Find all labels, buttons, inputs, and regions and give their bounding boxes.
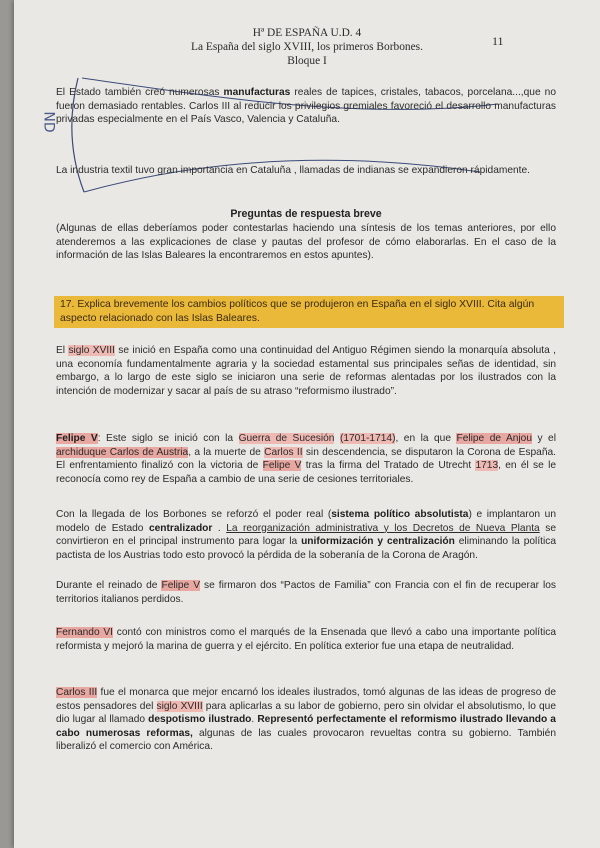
answer-paragraph-felipe-v: Felipe V: Este siglo se inició con la Guerra de Sucesión (1701-1714), en la que Felipe de Anjou y el archiduque Carlos de Austria, a la muerte de Carlos II sin descendencia, se disputaron la Corona de España. El enfrentamiento finalizó con la victoria de Felipe V tras la firma del Tratado de Utrecht 1713, en él se le reconocía como rey de España a cambio de una serie de cesiones territoriales. xyxy=(56,433,557,485)
answer-paragraph-1: El siglo XVIII se inició en España como una continuidad del Antiguo Régimen siendo la monarquía absoluta , una economía fundamentalmente agraria y la sociedad estamental sus principales señas de identidad, sin embargo, a lo largo de este siglo se iniciaron una serie de reformas alentadas por los ilustrados con la intención de modernizar y sacar al país de su atraso “reformismo ilustrado”. xyxy=(56,345,556,397)
answer-paragraph-carlos-iii: Carlos III fue el monarca que mejor encarnó los ideales ilustrados, tomó algunas de las ideas de progreso de estos pensadores del siglo XVIII para aplicarlas a su labor de gobierno, pero sin olvidar el absolutismo, lo que dio lugar al llamado despotismo ilustrado. Representó perfectamente el reformismo ilustrado llevando a cabo numerosas reformas, algunas de las cuales provocaron revueltas contra su gobierno. También liberalizó el comercio con América. xyxy=(56,687,556,753)
question-17: 17. Explica brevemente los cambios políticos que se produjeron en España en el siglo XVIII. Cita algún aspecto relacionado con las Islas Baleares. xyxy=(60,299,535,324)
intro-paragraph-1: El Estado también creó numerosas manufacturas reales de tapices, cristales, tabacos, porcelana...,que no fueron demasiado rentables. Carlos III al reducir los privilegios gremiales favoreció el desarrollo manufacturas privadas especialmente en el País Vasco, Valencia y Cataluña. xyxy=(56,87,556,126)
header-title: Hª DE ESPAÑA U.D. 4 xyxy=(252,27,362,39)
header-subtitle: La España del siglo XVIII, los primeros Borbones. xyxy=(191,41,423,53)
answer-paragraph-borbones: Con la llegada de los Borbones se reforzó el poder real (sistema político absolutista) e implantaron un modelo de Estado centralizador . La reorganización administrativa y los Decretos de Nueva Planta se convirtieron en el principal instrumento para logar la uniformización y centralización eliminando la política pactista de los Austrias todo esto provocó la pérdida de la soberanía de la Corona de Aragón. xyxy=(56,509,556,561)
answer-paragraph-pactos: Durante el reinado de Felipe V se firmaron dos “Pactos de Familia” con Francia con el fin de recuperar los territorios italianos perdidos. xyxy=(56,580,557,605)
page-number: 11 xyxy=(492,34,504,48)
section-title: Preguntas de respuesta breve xyxy=(230,208,382,220)
answer-paragraph-fernando-vi: Fernando VI contó con ministros como el marqués de la Ensenada que llevó a cabo una importante política reformista y mejoró la marina de guerra y el ejército. En política exterior fue una etapa de neutralidad. xyxy=(56,627,556,652)
intro-paragraph-2: La industria textil tuvo gran importancia en Cataluña , llamadas de indianas se expandieron rápidamente. xyxy=(56,165,531,176)
margin-handwritten-note: ND xyxy=(40,111,57,133)
section-note: (Algunas de ellas deberíamos poder contestarlas haciendo una síntesis de los temas anteriores, por ello atenderemos a las explicaciones de clase y pautas del profesor de cómo elaborarlas. En el caso de la información de las Islas Baleares la encontraremos en estos apuntes). xyxy=(56,223,556,262)
header-block: Bloque I xyxy=(287,55,327,67)
